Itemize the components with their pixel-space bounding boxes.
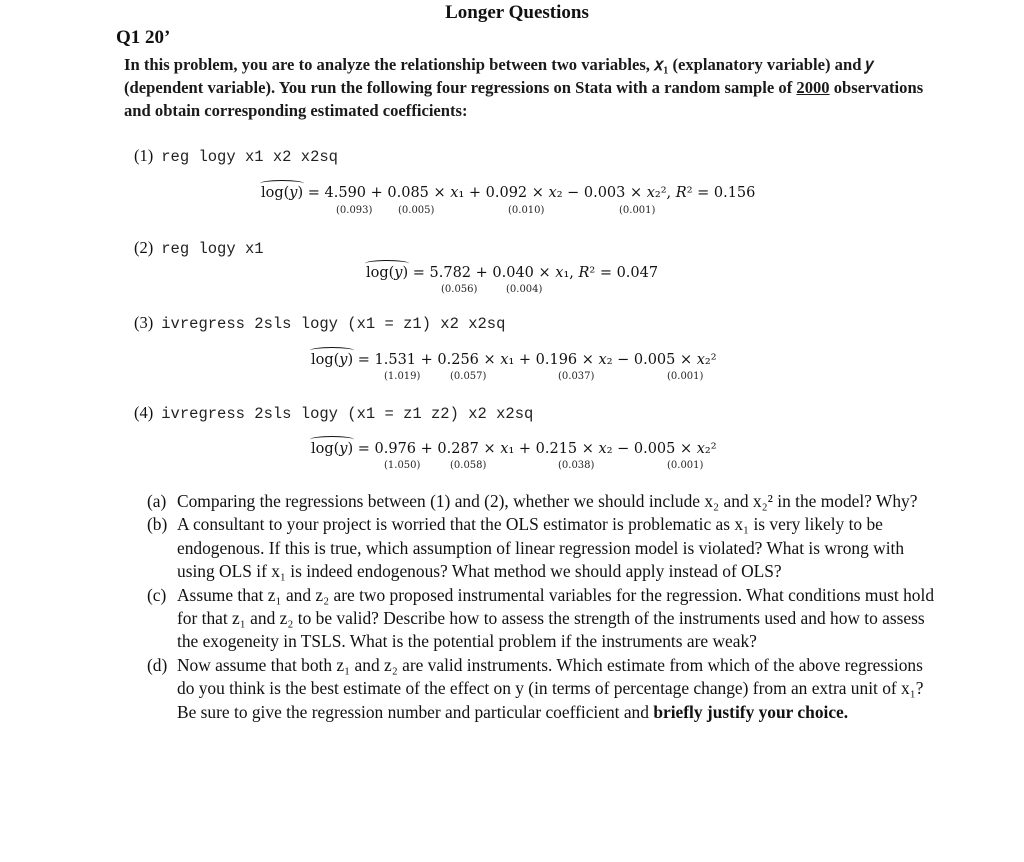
question-label: Q1 20’ (116, 27, 171, 48)
question-a-text: Comparing the regressions between (1) and (2), whether we should include x₂ and x₂² in the model? Why? (177, 491, 918, 511)
question-b-label: (b) (147, 514, 168, 535)
std-error: (0.056) (441, 284, 478, 295)
question-c (147, 584, 937, 654)
std-error: (1.019) (384, 371, 421, 382)
sample-size: 2000 (796, 78, 830, 97)
regression-code-2: reg logy x1 (161, 240, 264, 258)
intro-text-start: In this problem, you are to analyze the relationship between two variables, 𝑥₁ (explanatory variable) and 𝑦 (dependent variable). You run the following four regressions on Stata with a random sample of (124, 55, 874, 97)
log-y-hat-1: log(𝑦) (261, 185, 304, 201)
regression-command-3 (134, 313, 505, 333)
regression-code-1: reg logy x1 x2 x2sq (161, 148, 338, 166)
regression-equation-1 (261, 185, 755, 201)
equation-rhs-3: = 1.531 + 0.256 × 𝑥₁ + 0.196 × 𝑥₂ − 0.005 × 𝑥₂² (353, 352, 717, 368)
std-error: (0.001) (667, 371, 704, 382)
question-d-bold-text: briefly justify your choice. (653, 701, 849, 722)
question-d-text: Now assume that both z₁ and z₂ are valid instruments. Which estimate from which of the above regressions do you think is the best estimate of the effect on y (in terms of percentage change) from an extra unit of x₁? Be sure to give the regression number and particular coefficient and (177, 654, 924, 722)
equation-rhs-2: = 5.782 + 0.040 × 𝑥₁, 𝑅² = 0.047 (408, 265, 659, 281)
question-b-text: A consultant to your project is worried that the OLS estimator is problematic as x₁ is very likely to be endogenous. If this is true, which assumption of linear regression model is violated? What is wrong with using OLS if x₁ is indeed endogenous? What method we should apply instead of OLS? (177, 514, 905, 582)
log-y-hat-3: log(𝑦) (311, 352, 354, 368)
question-c-text: Assume that z₁ and z₂ are two proposed instrumental variables for the regression. What conditions must hold for that z₁ and z₂ to be valid? Describe how to assess the strength of the instruments used and how to assess the exogeneity in TSLS. What is the potential problem if the instruments are weak? (177, 584, 935, 652)
regression-equation-3 (311, 352, 717, 368)
equation-rhs-4: = 0.976 + 0.287 × 𝑥₁ + 0.215 × 𝑥₂ − 0.005 × 𝑥₂² (353, 441, 717, 457)
regression-number-2: (2) (134, 238, 154, 257)
std-error: (0.010) (508, 205, 545, 216)
question-a (147, 490, 937, 513)
std-error: (0.001) (619, 205, 656, 216)
log-y-hat-2: log(𝑦) (366, 265, 409, 281)
regression-command-4 (134, 403, 533, 423)
std-error: (0.037) (558, 371, 595, 382)
question-c-label: (c) (147, 584, 167, 605)
std-error: (0.004) (506, 284, 543, 295)
page-title: Longer Questions (445, 2, 589, 23)
std-error: (0.001) (667, 460, 704, 471)
question-d-label: (d) (147, 654, 168, 675)
equation-rhs-1: = 4.590 + 0.085 × 𝑥₁ + 0.092 × 𝑥₂ − 0.003 × 𝑥₂², 𝑅² = 0.156 (303, 185, 756, 201)
regression-command-1 (134, 146, 338, 166)
question-d (147, 654, 937, 724)
regression-number-4: (4) (134, 403, 154, 422)
std-error: (0.057) (450, 371, 487, 382)
std-error: (0.093) (336, 205, 373, 216)
regression-command-2 (134, 238, 264, 258)
intro-text-end: observations and obtain corresponding estimated coefficients: (124, 78, 924, 120)
std-error: (0.005) (398, 205, 435, 216)
regression-code-4: ivregress 2sls logy (x1 = z1 z2) x2 x2sq (161, 405, 534, 423)
log-y-hat-4: log(𝑦) (311, 441, 354, 457)
question-a-label: (a) (147, 491, 167, 511)
question-b (147, 513, 937, 583)
regression-number-1: (1) (134, 146, 154, 165)
regression-equation-4 (311, 441, 717, 457)
regression-equation-2 (366, 265, 658, 281)
question-list (147, 490, 937, 724)
std-error: (1.050) (384, 460, 421, 471)
regression-code-3: ivregress 2sls logy (x1 = z1) x2 x2sq (161, 315, 506, 333)
std-error: (0.038) (558, 460, 595, 471)
intro-paragraph (124, 53, 924, 122)
regression-number-3: (3) (134, 313, 154, 332)
std-error: (0.058) (450, 460, 487, 471)
